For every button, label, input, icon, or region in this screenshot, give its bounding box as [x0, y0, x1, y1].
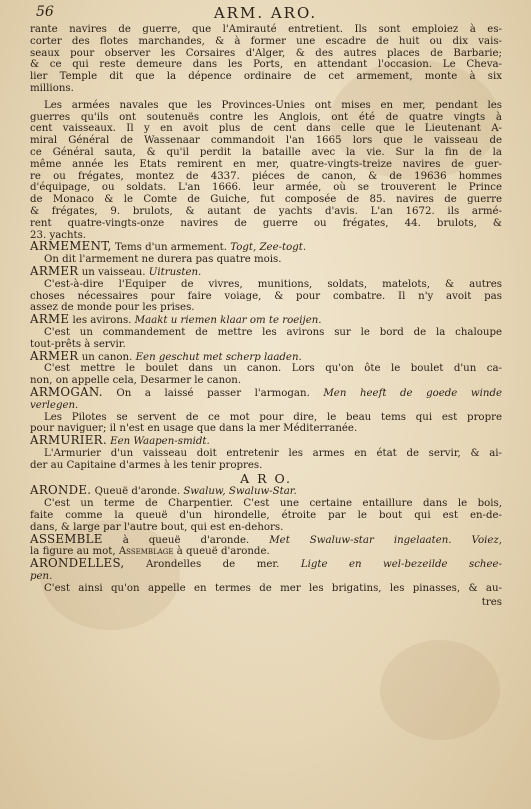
text-line: & frégates, 9. brulots, & autant de yachts d'avis. L'an 1672. ils armé- — [30, 205, 502, 217]
dutch-translation: Ligte en wel-bezeilde schee- — [300, 559, 502, 571]
text-line: re ou frégates, montez de 4337. piéces de canon, & de 19636 hommes — [30, 170, 502, 182]
text-line: rante navires de guerre, que l'Amirauté entretient. Ils sont emploiez à es- — [30, 24, 502, 35]
text-line: 23. yachts. — [30, 229, 87, 241]
cross-reference: Voiez, — [451, 534, 503, 546]
text-line: de Monaco & le Comte de Guiche, fut composée de 85. navires de guerre — [30, 194, 502, 206]
dutch-translation: Swaluw, Swaluw-Star. — [183, 486, 297, 498]
text-line: & ce qui reste demeure dans les Ports, en attendant l'occasion. Le Cheva- — [30, 59, 502, 71]
entry-heading-line — [30, 241, 502, 254]
paragraph-armement-continued — [30, 24, 502, 95]
text-line: d'équipage, ou soldats. L'an 1666. leur armée, où se trouverent le Prince — [30, 182, 502, 194]
headword: ARMURIER. — [30, 433, 107, 448]
text-line: C'est un terme de Charpentier. C'est une certaine entaillure dans le bois, — [44, 498, 502, 510]
text-line: L'Armurier d'un vaisseau doit entretenir les armes en état de servir, & ai- — [44, 447, 502, 459]
text-line: C'est-à-dire l'Equiper de vivres, munitions, soldats, matelots, & autres — [44, 278, 502, 290]
headword: ARMOGAN. — [30, 384, 103, 399]
text-line: assez de monde pour les prises. — [30, 302, 195, 314]
text-line: non, on appelle cela, Desarmer le canon. — [30, 375, 242, 387]
text-line: Les Pilotes se servent de ce mot pour dire, le beau tems qui est propre — [44, 411, 502, 423]
headword: ASSEMBLE — [30, 531, 103, 546]
entry-armement — [30, 241, 502, 266]
entry-armurier — [30, 435, 502, 471]
cross-reference-term: Assemblage — [118, 546, 174, 558]
entry-armer-vaisseau — [30, 263, 502, 314]
headword: ARONDE. — [30, 483, 92, 498]
catchword: tres — [481, 596, 502, 608]
dutch-translation: Men heeft de goede winde — [323, 387, 502, 399]
text-line: lier Temple dit que la dépence ordinaire de cet armement, monte à six — [30, 71, 502, 83]
headword: ARME — [30, 312, 70, 327]
page-number: 56 — [36, 4, 54, 20]
entry-armer-canon — [30, 348, 502, 387]
dutch-translation-continued: pen. — [30, 571, 53, 583]
text-line: corter des flotes marchandes, & à former une escadre de huit ou dix vais- — [30, 35, 502, 47]
text-line: ce Général sauta, & qu'il perdit la bataille avec la vie. Sur la fin de la — [30, 146, 502, 158]
entry-assemble — [30, 531, 503, 559]
entry-heading-line — [30, 348, 502, 364]
entry-aronde — [30, 485, 502, 533]
text-line: C'est un commandement de mettre les avirons sur le bord de la chaloupe — [44, 326, 502, 338]
text-line: miral Général de Wassenaar commandoit l'an 1665 lors que le vaisseau de — [30, 135, 502, 147]
text-line: seaux pour observer les Corsaires d'Alger, & des autres places de Barbarie; — [30, 47, 502, 59]
headword: ARMER — [30, 263, 79, 278]
text-line: cent vaisseaux. Il y en avoit plus de cent dans celle que le Lieutenant A- — [30, 123, 502, 135]
text-line: tout-prêts à servir. — [30, 338, 126, 350]
entry-heading-line — [30, 435, 502, 448]
dutch-translation-continued: verlegen. — [30, 399, 79, 411]
running-head: ARM. ARO. — [213, 4, 318, 22]
cross-reference: à queuë d'aronde. — [173, 546, 270, 558]
text-line: guerres qu'ils ont soutenuës contre les Anglois, ont été de quatre vingts à — [30, 111, 502, 123]
cross-reference: la figure au mot, — [30, 546, 119, 558]
definition: On a laissé passer l'armogan. — [102, 387, 324, 399]
entry-heading-line — [30, 485, 502, 498]
text-line: C'est ainsi qu'on appelle en termes de mer les brigatins, les pinasses, & au- — [44, 582, 502, 594]
dutch-translation: Maakt u riemen klaar om te roeijen. — [134, 315, 322, 327]
entry-heading-line — [30, 263, 502, 279]
text-line: der au Capitaine d'armes à les tenir propres. — [30, 459, 263, 471]
definition: à queuë d'aronde. — [102, 534, 270, 546]
text-line: On dit l'armement ne durera pas quatre mois. — [44, 254, 282, 266]
text-line: faite comme la queuë d'un hirondelle, étroite par le bout qui est en-de- — [30, 510, 502, 522]
entry-heading-line — [30, 314, 502, 327]
headword: ARMER — [30, 348, 79, 363]
entry-arondelles — [30, 558, 502, 594]
text-line: pour naviguer; il n'est en usage que dans la mer Méditerranée. — [30, 423, 358, 435]
text-line: Les armées navales que les Provinces-Unies ont mises en mer, pendant les — [44, 99, 502, 111]
entry-arme-avirons — [30, 314, 502, 350]
text-line: rent quatre-vingts-onze navires de guerre ou frégates, 44. brulots, & — [30, 217, 502, 229]
page-header — [36, 4, 495, 24]
headword: ARMEMENT, — [30, 239, 112, 254]
dutch-translation: Uitrusten. — [148, 266, 202, 278]
text-line: C'est mettre le boulet dans un canon. Lors qu'on ôte le boulet d'un ca- — [44, 363, 502, 375]
paragraph-armees-navales — [30, 100, 502, 242]
definition: un canon. — [78, 351, 136, 363]
definition: Tems d'un armement. — [111, 242, 231, 254]
dutch-translation: Een Waapen-smidt. — [106, 436, 210, 448]
headword: ARONDELLES, — [30, 556, 125, 571]
text-line: dans, & large par l'autre bout, qui est en-dehors. — [30, 521, 284, 533]
entry-heading-line — [30, 531, 503, 547]
definition: un vaisseau. — [78, 266, 149, 278]
dutch-translation: Togt, Zee-togt. — [230, 242, 307, 254]
entry-heading-line — [30, 384, 502, 400]
entry-armogan — [30, 384, 502, 435]
text-line: même année les Etats remirent en mer, quatre-vingts-treize navires de guer- — [30, 158, 502, 170]
text-line: millions. — [30, 82, 74, 94]
entry-heading-line — [30, 558, 502, 571]
dutch-translation: Met Swaluw-star ingelaaten. — [269, 534, 452, 546]
definition: Arondelles de mer. — [124, 559, 301, 571]
paper-stain — [380, 640, 500, 740]
text-line: choses nécessaires pour faire voiage, & pour combatre. Il n'y avoit pas — [30, 290, 502, 302]
definition: Queuë d'aronde. — [91, 486, 184, 498]
definition: les avirons. — [69, 315, 135, 327]
section-heading: A R O. — [240, 471, 292, 487]
page-body — [30, 24, 502, 608]
dutch-translation: Een geschut met scherp laaden. — [135, 351, 302, 363]
